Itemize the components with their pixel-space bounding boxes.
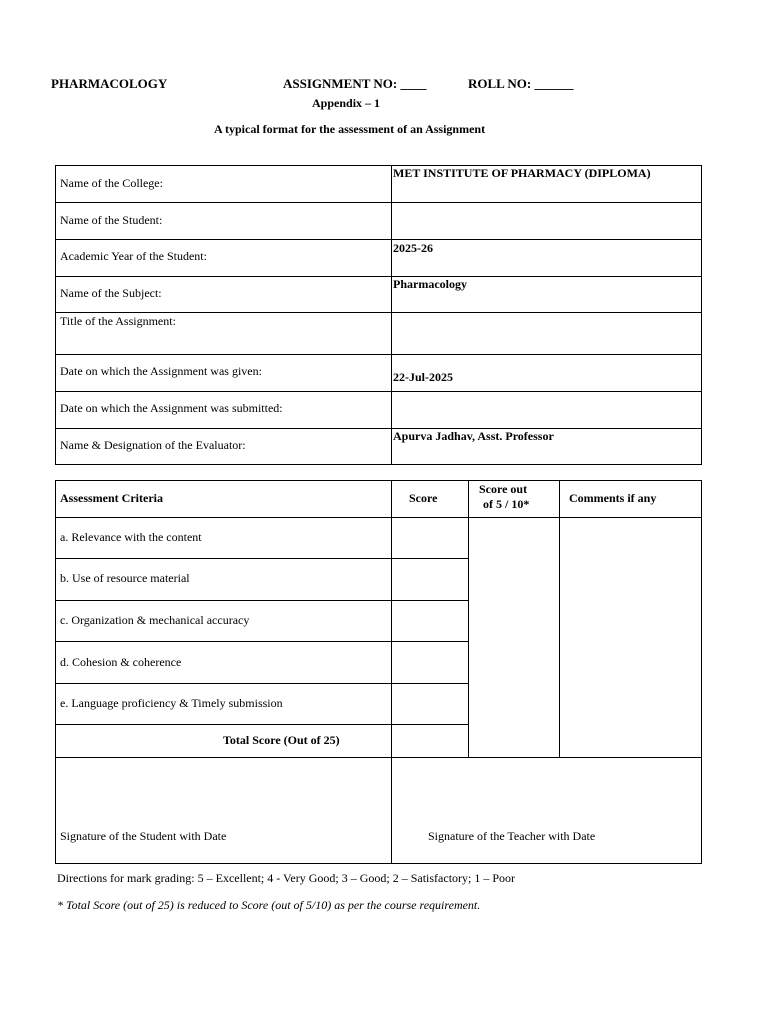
header-score-out-line2: of 5 / 10* xyxy=(483,497,530,511)
criteria-item: e. Language proficiency & Timely submission xyxy=(60,696,283,710)
student-signature-label: Signature of the Student with Date xyxy=(60,829,227,843)
info-label-student: Name of the Student: xyxy=(60,213,163,227)
info-value-college: MET INSTITUTE OF PHARMACY (DIPLOMA) xyxy=(393,166,651,180)
info-value-academic-year: 2025-26 xyxy=(393,241,433,255)
score-note: * Total Score (out of 25) is reduced to Score (out of 5/10) as per the course requirement. xyxy=(57,898,481,912)
appendix-label: Appendix – 1 xyxy=(312,96,381,110)
header-score-out-line1: Score out xyxy=(479,482,528,496)
info-label-date-submitted: Date on which the Assignment was submitted: xyxy=(60,401,283,415)
info-label-college: Name of the College: xyxy=(60,176,163,190)
total-score-label: Total Score (Out of 25) xyxy=(223,733,340,747)
header-score: Score xyxy=(409,491,438,505)
criteria-item: a. Relevance with the content xyxy=(60,530,202,544)
info-label-date-given: Date on which the Assignment was given: xyxy=(60,364,262,378)
criteria-item: b. Use of resource material xyxy=(60,571,190,585)
info-value-date-given: 22-Jul-2025 xyxy=(393,370,453,384)
header-criteria: Assessment Criteria xyxy=(60,491,163,505)
info-label-academic-year: Academic Year of the Student: xyxy=(60,249,207,263)
roll-number: ROLL NO: ______ xyxy=(468,76,574,91)
info-label-title: Title of the Assignment: xyxy=(60,314,176,328)
criteria-item: d. Cohesion & coherence xyxy=(60,655,182,669)
assignment-number: ASSIGNMENT NO: ____ xyxy=(283,76,427,91)
header-comments: Comments if any xyxy=(569,491,657,505)
info-value-evaluator: Apurva Jadhav, Asst. Professor xyxy=(393,429,554,443)
grading-directions: Directions for mark grading: 5 – Excellent; 4 - Very Good; 3 – Good; 2 – Satisfactory; 1 – Poor xyxy=(57,871,516,885)
subject-heading: PHARMACOLOGY xyxy=(51,76,168,91)
criteria-item: c. Organization & mechanical accuracy xyxy=(60,613,250,627)
info-value-subject: Pharmacology xyxy=(393,277,467,291)
info-label-evaluator: Name & Designation of the Evaluator: xyxy=(60,438,246,452)
teacher-signature-label: Signature of the Teacher with Date xyxy=(428,829,596,843)
form-subtitle: A typical format for the assessment of an Assignment xyxy=(214,122,486,136)
info-label-subject: Name of the Subject: xyxy=(60,286,162,300)
